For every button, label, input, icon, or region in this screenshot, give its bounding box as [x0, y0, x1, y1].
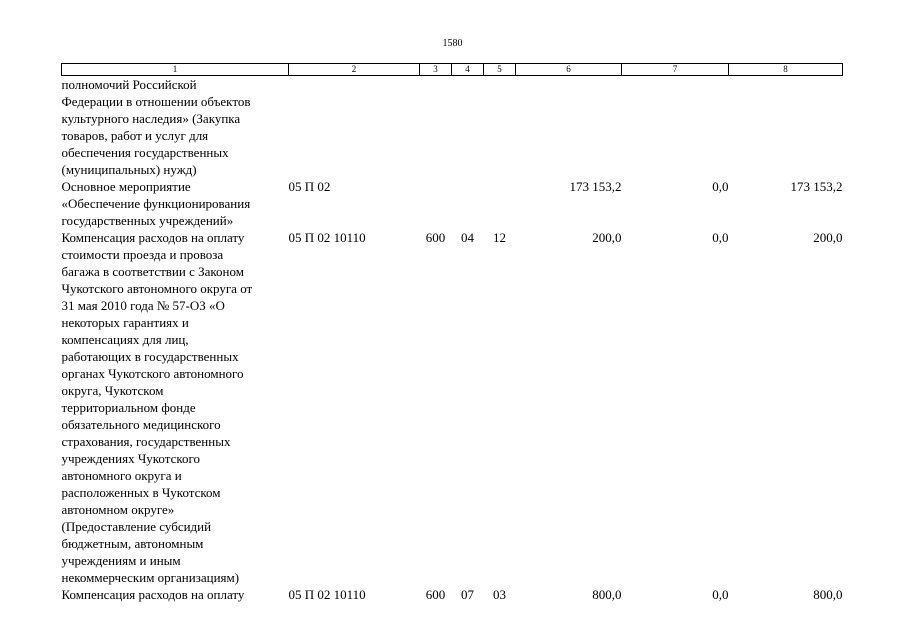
row-vr: [420, 178, 452, 229]
row-name: Компенсация расходов на оплату стоимости проезда и провоза багажа в соответствии с Законом Чукотского автономного округа от 31 мая 2010 года № 57-ОЗ «О некоторых гарантиях и компенсациях для лиц, работающих в государственных органах Чукотского автономного округа, Чукотском территориальном фонде обязательного медицинского страхования, государственных учреждениях Чукотского автономного округа и расположенных в Чукотском автономном округе» (Предоставление субсидий бюджетным, автономным учреждениям и иным некоммерческим организациям): [61, 230, 253, 585]
header-col-3: 3: [420, 64, 452, 76]
row-pr: 12: [493, 230, 506, 245]
row-total: [516, 76, 622, 179]
row-pr: 03: [493, 587, 506, 602]
header-row: [62, 64, 843, 76]
header-col-7: 7: [622, 64, 729, 76]
header-col-8: 8: [729, 64, 843, 76]
row-federal: [622, 76, 729, 179]
row-rz: [452, 76, 484, 179]
row-vr: 600: [425, 587, 446, 602]
row-federal: 0,0: [712, 230, 729, 245]
table-row: [62, 178, 843, 229]
header-col-6: 6: [516, 64, 622, 76]
row-rz: [452, 178, 484, 229]
row-name: полномочий Российской Федерации в отношении объектов культурного наследия» (Закупка товаров, работ и услуг для обеспечения государственных (муниципальных) нужд): [61, 77, 251, 177]
row-code: [289, 76, 420, 179]
row-pr: [484, 178, 516, 229]
row-rz: 07: [461, 587, 474, 602]
header-col-1: 1: [62, 64, 289, 76]
header-col-4: 4: [452, 64, 484, 76]
row-code: 05 П 02 10110: [288, 230, 366, 245]
row-total: 200,0: [592, 230, 622, 245]
row-regional: 800,0: [813, 587, 843, 602]
row-regional: 173 153,2: [790, 179, 843, 194]
row-regional: [729, 76, 843, 179]
header-col-5: 5: [484, 64, 516, 76]
table-row: [62, 76, 843, 179]
row-federal: 0,0: [712, 179, 729, 194]
row-code: 05 П 02 10110: [288, 587, 366, 602]
row-total: 173 153,2: [569, 179, 622, 194]
budget-table: [61, 63, 843, 603]
page-number: 1580: [442, 38, 463, 49]
row-name: Основное мероприятие «Обеспечение функционирования государственных учреждений»: [61, 179, 251, 228]
header-col-2: 2: [289, 64, 420, 76]
row-federal: 0,0: [712, 587, 729, 602]
row-pr: [484, 76, 516, 179]
row-vr: 600: [425, 230, 446, 245]
row-code: 05 П 02: [288, 179, 331, 194]
table-row: [62, 229, 843, 586]
row-rz: 04: [461, 230, 474, 245]
table-body: [62, 76, 843, 604]
row-regional: 200,0: [813, 230, 843, 245]
row-name: Компенсация расходов на оплату: [61, 587, 245, 602]
row-vr: [420, 76, 452, 179]
row-total: 800,0: [592, 587, 622, 602]
table-header: [62, 64, 843, 76]
table-row: [62, 586, 843, 603]
